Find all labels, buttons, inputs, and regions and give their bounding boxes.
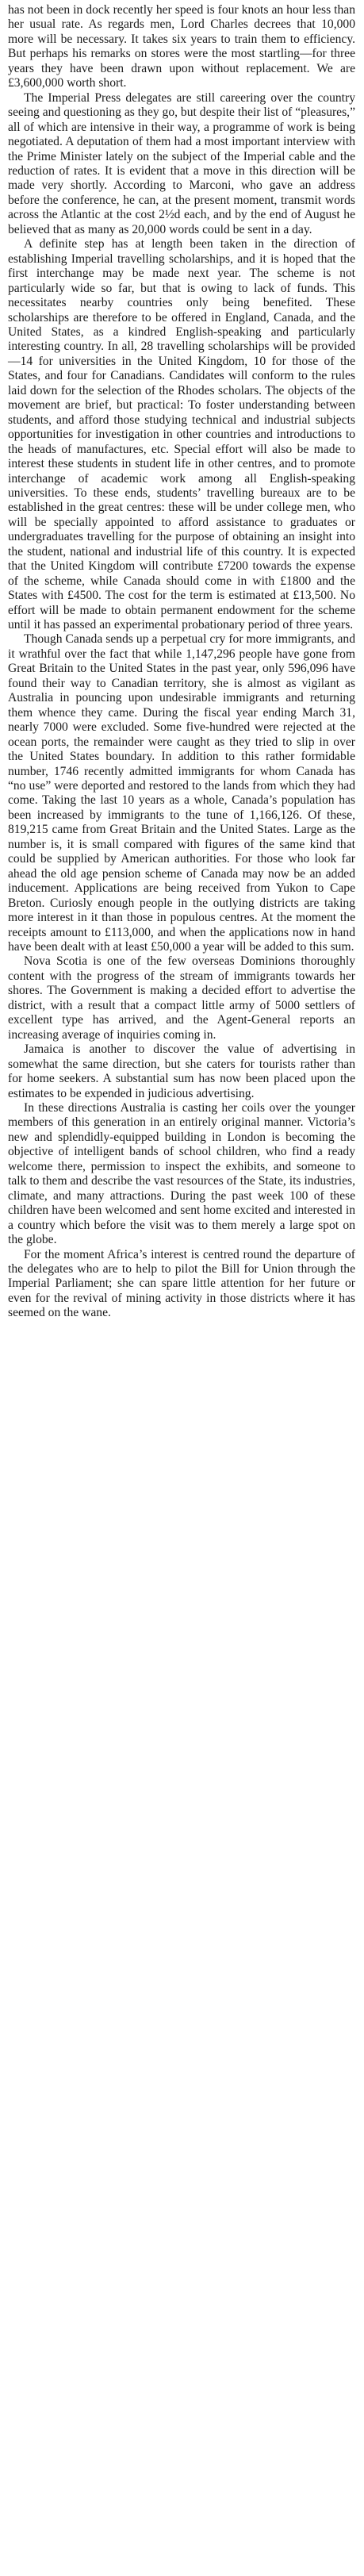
paragraph-africa-union: For the moment Africa’s interest is centred round the departure of the delegates who are to help to pilot the Bill for Union through the Imperial Parliament; she can spare little attention for her future or even for the revival of mining activity in those districts where it has seemed on the wane. (8, 1247, 355, 1320)
paragraph-imperial-press: The Imperial Press delegates are still careering over the country seeing and questioning as they go, but despite their list of “pleasures,” all of which are intensive in their way, a programme of work is being negotiated. A deputation of them had a most important interview with the Prime Minister lately on the subject of the Imperial cable and the reduction of rates. It is evident that a move in this direction will be made very shortly. According to Marconi, who gave an address before the conference, he can, at the present moment, transmit words across the Atlantic at the cost 2½d each, and by the end of August he believed that as many as 20,000 words could be sent in a day. (8, 90, 355, 236)
paragraph-australia-victoria: In these directions Australia is casting her coils over the younger members of this generation in an entirely original manner. Victoria’s new and splendidly-equipped building in London is becoming the objective of intelligent bands of school children, who find a ready welcome there, permission to inspect the exhibits, and someone to talk to them and describe the vast resources of the State, its industries, climate, and many attractions. During the past week 100 of these children have been welcomed and sent home excited and interested in a country which before the visit was to them merely a large spot on the globe. (8, 1100, 355, 1247)
paragraph-canada-immigration: Though Canada sends up a perpetual cry for more immigrants, and it wrathful over the fact that while 1,147,296 people have gone from Great Britain to the United States in the past year, only 596,096 have found their way to Canadian territory, she is almost as vigilant as Australia in pouncing upon undesirable immigrants and returning them whence they came. During the fiscal year ending March 31, nearly 7000 were excluded. Some five-hundred were rejected at the ocean ports, the remainder were caught as they tried to slip in over the United States boundary. In addition to this rather formidable number, 1746 recently admitted immigrants for whom Canada has “no use” were deported and restored to the lands from which they had come. Taking the last 10 years as a whole, Canada’s population has been increased by immigrants to the tune of 1,166,126. Of these, 819,215 came from Great Britain and the United States. Large as the number is, it is small compared with figures of the same kind that could be supplied by American authorities. For those who look far ahead the old age pension scheme of Canada may now be an added inducement. Applications are being received from Yukon to Cape Breton. Curiosly enough people in the outlying districts are taking more interest in it than those in populous centres. At the moment the receipts amount to £113,000, and when the applications now in hand have been dealt with at least £50,000 a year will be added to this sum. (8, 632, 355, 954)
article-column (8, 3, 355, 1321)
paragraph-nova-scotia: Nova Scotia is one of the few overseas Dominions thoroughly content with the progress of the stream of immigrants towards her shores. The Government is making a decided effort to advertise the district, with a result that a compact little army of 5000 settlers of excellent type has arrived, and the Agent-General reports an increasing average of inquiries coming in. (8, 954, 355, 1042)
paragraph-travelling-scholarships: A definite step has at length been taken in the direction of establishing Imperial travelling scholarships, and it is hoped that the first interchange may be made next year. The scheme is not particularly wide so far, but that is owing to lack of funds. This necessitates nearby countries only being benefited. These scholarships are therefore to be offered in England, Canada, and the United States, as a kindred English-speaking and particularly interesting country. In all, 28 travelling scholarships will be provided—14 for universities in the United Kingdom, 10 for those of the States, and four for Canadians. Candidates will conform to the rules laid down for the selection of the Rhodes scholars. The objects of the movement are brief, but practical: To foster understanding between students, and afford those studying technical and industrial subjects opportunities for investigation in other countries and introductions to the heads of manufactures, etc. Special effort will also be made to interest these students in student life in other centres, and to promote interchange of academic work among all English-speaking universities. To these ends, students’ travelling bureaux are to be established in the great centres: these will be under college men, who will be specially appointed to afford assistance to graduates or undergraduates travelling for the purpose of obtaining an insight into the student, national and industrial life of this country. It is expected that the United Kingdom will contribute £7200 towards the expense of the scheme, while Canada should come in with £1800 and the States with £4500. The cost for the term is estimated at £13,500. No effort will be made to obtain permanent endowment for the scheme until it has passed an experimental probationary period of three years. (8, 237, 355, 632)
paragraph-navy-stores: has not been in dock recently her speed is four knots an hour less than her usual rate. As regards men, Lord Charles decrees that 10,000 more will be necessary. It takes six years to train them to efficiency. But perhaps his remarks on stores were the most startling—for three years they have been drawn upon without replacement. We are £3,600,000 worth short. (8, 3, 355, 90)
paragraph-jamaica: Jamaica is another to discover the value of advertising in somewhat the same direction, but she caters for tourists rather than for home seekers. A substantial sum has now been placed upon the estimates to be expended in judicious advertising. (8, 1042, 355, 1100)
